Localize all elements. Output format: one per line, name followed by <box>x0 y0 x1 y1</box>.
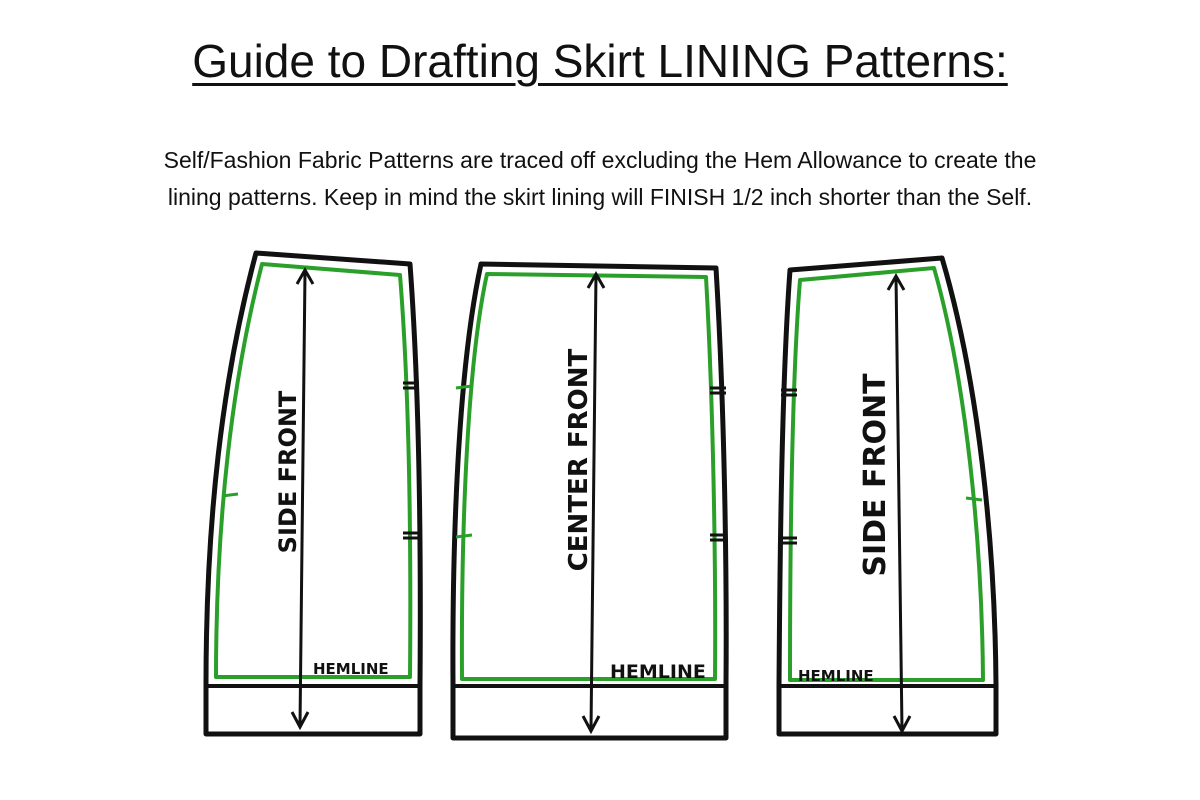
hemline-label: HEMLINE <box>313 660 389 678</box>
lining-pattern-outline <box>216 264 410 677</box>
piece-label: CENTER FRONT <box>564 348 594 572</box>
pattern-piece-side-front-left <box>206 253 420 734</box>
notches <box>222 383 419 538</box>
hemline-label: HEMLINE <box>798 667 874 685</box>
intro-line-2: lining patterns. Keep in mind the skirt lining will FINISH 1/2 inch shorter than the Self. <box>167 184 1033 210</box>
grainline-arrow <box>896 276 902 730</box>
hemline-label: HEMLINE <box>610 661 706 683</box>
pattern-piece-side-front-right <box>779 258 996 734</box>
piece-label: SIDE FRONT <box>858 373 893 577</box>
piece-label: SIDE FRONT <box>274 390 302 554</box>
intro-line-1: Self/Fashion Fabric Patterns are traced off excluding the Hem Allowance to create the <box>163 147 1037 173</box>
pattern-piece-center-front <box>453 264 726 738</box>
page-title: Guide to Drafting Skirt LINING Patterns: <box>192 35 1008 87</box>
